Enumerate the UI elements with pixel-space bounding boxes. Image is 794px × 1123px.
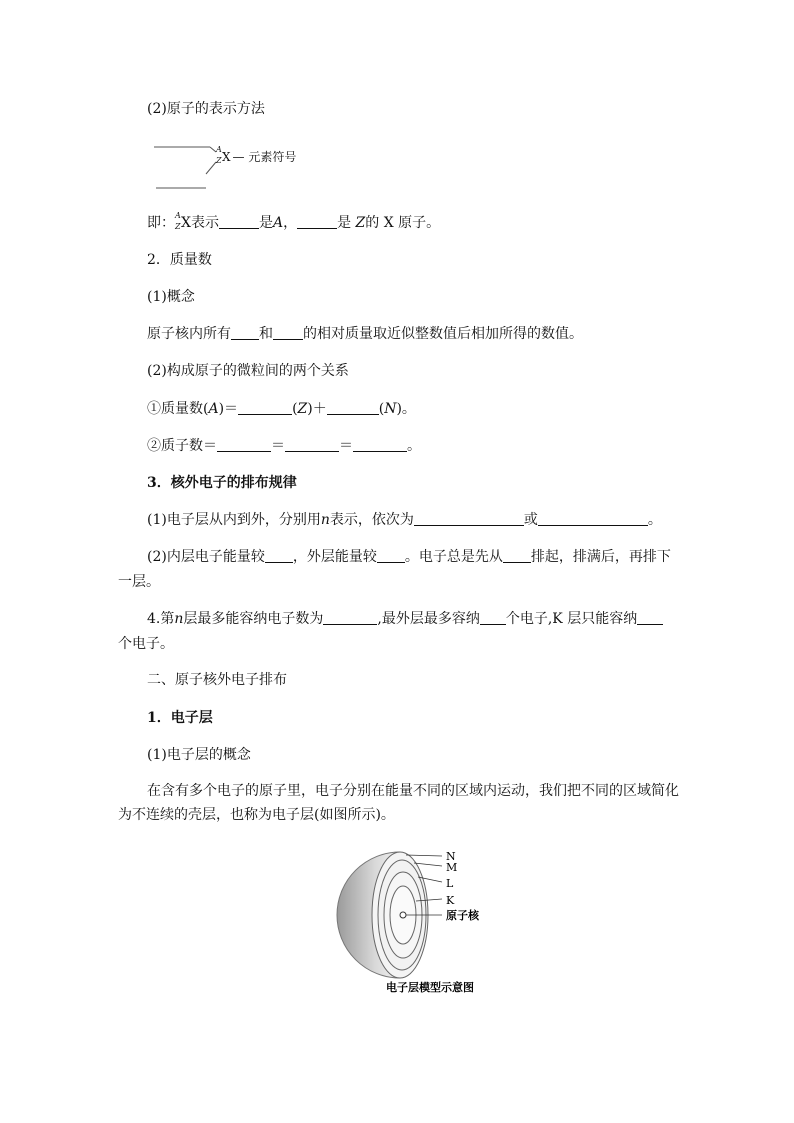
rule-1: (1)电子层从内到外，分别用n表示，依次为 或 。 (147, 512, 662, 528)
blank-17[interactable] (637, 610, 663, 625)
rule-2-line-1: (2)内层电子能量较 ，外层能量较 。电子总是先从 排起，排满后，再排下 (147, 549, 671, 565)
blank-3[interactable] (231, 325, 259, 340)
relation-2: ②质子数＝ ＝ ＝ 。 (147, 438, 421, 454)
notation-formula: A Z X — 元素符号 (216, 145, 297, 165)
shell-concept-line-2: 为不连续的壳层，也称为电子层(如图所示)。 (118, 807, 395, 823)
concept-text: 原子核内所有 和 的相对质量取近似整数值后相加所得的数值。 (147, 326, 583, 342)
label-l: L (446, 877, 454, 890)
blank-1[interactable] (219, 214, 259, 229)
blank-13[interactable] (377, 548, 405, 563)
notation-explanation: 即： A Z X表示 是A， 是 Z的 X 原子。 (147, 211, 441, 231)
heading-rules: 3．核外电子的排布规律 (147, 475, 297, 491)
notation-element-symbol-label: — 元素符号 (232, 150, 297, 164)
item4-line-2: 个电子。 (118, 636, 174, 652)
heading-section-2: 二、原子核外电子排布 (147, 672, 287, 688)
figure-caption: 电子层模型示意图 (386, 981, 474, 994)
blank-15[interactable] (323, 610, 377, 625)
heading-mass-number: 2．质量数 (147, 252, 212, 268)
shell-concept-line-1: 在含有多个电子的原子里，电子分别在能量不同的区域内运动，我们把不同的区域简化 (147, 783, 679, 799)
blank-16[interactable] (480, 610, 506, 625)
label-m: M (446, 861, 458, 874)
heading-electron-shell: 1．电子层 (147, 710, 213, 726)
blank-10[interactable] (414, 511, 524, 526)
blank-2[interactable] (297, 214, 337, 229)
notation-bracket-lines (150, 138, 350, 194)
label-n: N (446, 850, 456, 863)
blank-5[interactable] (238, 400, 292, 415)
electron-shell-figure (330, 845, 530, 1000)
blank-12[interactable] (265, 548, 293, 563)
label-k: K (446, 894, 455, 907)
blank-8[interactable] (285, 437, 339, 452)
electron-shell-diagram (330, 845, 530, 1000)
shell-concept-title: (1)电子层的概念 (147, 747, 251, 763)
subsection-title-notation: (2)原子的表示方法 (147, 101, 265, 117)
item4-line-1: 4.第n层最多能容纳电子数为 ,最外层最多容纳 个电子,K 层只能容纳 (147, 610, 663, 628)
rule-2-line-2: 一层。 (118, 574, 160, 590)
blank-4[interactable] (273, 325, 303, 340)
blank-6[interactable] (327, 400, 379, 415)
blank-7[interactable] (217, 437, 271, 452)
relation-title: (2)构成原子的微粒间的两个关系 (147, 363, 349, 379)
blank-14[interactable] (503, 548, 531, 563)
relation-1: ①质量数(A)＝ (Z)＋ (N)。 (147, 401, 416, 417)
label-nucleus: 原子核 (446, 909, 479, 922)
nucleus (400, 912, 406, 918)
notation-diagram (150, 138, 350, 194)
blank-11[interactable] (538, 511, 648, 526)
blank-9[interactable] (353, 437, 407, 452)
concept-title: (1)概念 (147, 289, 195, 305)
